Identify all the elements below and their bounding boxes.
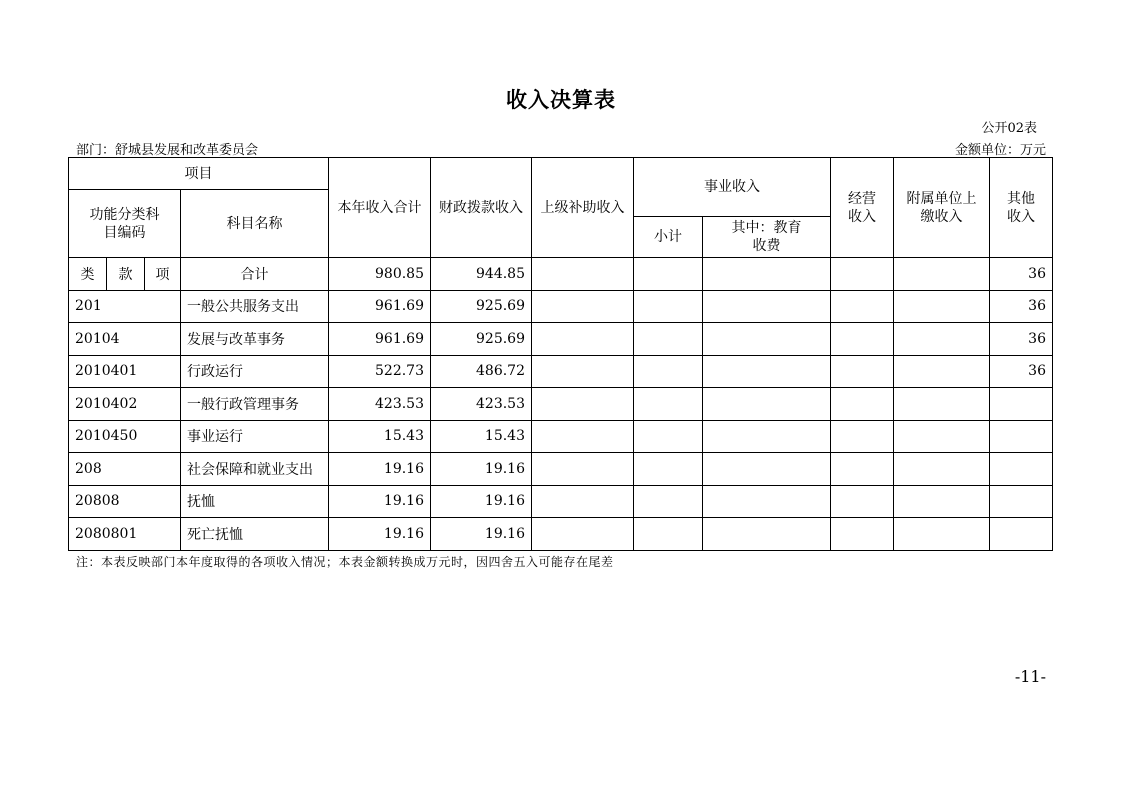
row-subject-name: 社会保障和就业支出 bbox=[181, 453, 329, 486]
row-other bbox=[990, 485, 1053, 518]
row-affiliated bbox=[894, 518, 990, 551]
header-operating-income: 经营收入 bbox=[831, 158, 894, 258]
row-operating bbox=[831, 420, 894, 453]
table-row bbox=[69, 453, 1053, 486]
row-total: 19.16 bbox=[329, 518, 431, 551]
income-table bbox=[68, 157, 1053, 551]
page-number: -11- bbox=[1014, 667, 1046, 686]
table-row-total bbox=[69, 258, 1053, 291]
row-operating bbox=[831, 518, 894, 551]
total-label: 合计 bbox=[181, 258, 329, 291]
row-subject-name: 抚恤 bbox=[181, 485, 329, 518]
row-fiscal: 925.69 bbox=[431, 323, 532, 356]
row-affiliated bbox=[894, 420, 990, 453]
row-upper bbox=[532, 485, 634, 518]
upper-amount bbox=[532, 258, 634, 291]
row-subtotal bbox=[634, 355, 703, 388]
row-edu-fee bbox=[703, 290, 831, 323]
row-upper bbox=[532, 518, 634, 551]
row-fiscal: 925.69 bbox=[431, 290, 532, 323]
row-operating bbox=[831, 388, 894, 421]
row-code: 2010450 bbox=[69, 420, 181, 453]
row-subtotal bbox=[634, 388, 703, 421]
header-edu-fee: 其中：教育收费 bbox=[703, 217, 831, 258]
table-row bbox=[69, 518, 1053, 551]
row-upper bbox=[532, 323, 634, 356]
row-fiscal: 19.16 bbox=[431, 518, 532, 551]
affiliated-amount bbox=[894, 258, 990, 291]
header-func-code: 功能分类科目编码 bbox=[69, 190, 181, 258]
row-edu-fee bbox=[703, 518, 831, 551]
row-code: 201 bbox=[69, 290, 181, 323]
header-business-income: 事业收入 bbox=[634, 158, 831, 217]
row-subtotal bbox=[634, 323, 703, 356]
row-total: 15.43 bbox=[329, 420, 431, 453]
row-other bbox=[990, 518, 1053, 551]
row-upper bbox=[532, 355, 634, 388]
table-row bbox=[69, 323, 1053, 356]
row-other bbox=[990, 388, 1053, 421]
row-code: 2080801 bbox=[69, 518, 181, 551]
row-other: 36 bbox=[990, 323, 1053, 356]
row-total: 423.53 bbox=[329, 388, 431, 421]
row-fiscal: 15.43 bbox=[431, 420, 532, 453]
row-subject-name: 发展与改革事务 bbox=[181, 323, 329, 356]
row-fiscal: 19.16 bbox=[431, 453, 532, 486]
row-operating bbox=[831, 355, 894, 388]
edu-fee-amount bbox=[703, 258, 831, 291]
row-other: 36 bbox=[990, 355, 1053, 388]
table-row bbox=[69, 388, 1053, 421]
row-affiliated bbox=[894, 485, 990, 518]
row-code: 2010401 bbox=[69, 355, 181, 388]
table-row bbox=[69, 485, 1053, 518]
row-subject-name: 事业运行 bbox=[181, 420, 329, 453]
amount-unit-label: 金额单位：万元 bbox=[954, 143, 1046, 158]
row-code: 20104 bbox=[69, 323, 181, 356]
subtotal-amount bbox=[634, 258, 703, 291]
row-edu-fee bbox=[703, 485, 831, 518]
total-amount: 980.85 bbox=[329, 258, 431, 291]
row-code: 208 bbox=[69, 453, 181, 486]
row-subtotal bbox=[634, 420, 703, 453]
row-operating bbox=[831, 453, 894, 486]
row-edu-fee bbox=[703, 388, 831, 421]
row-upper bbox=[532, 388, 634, 421]
row-other bbox=[990, 420, 1053, 453]
row-affiliated bbox=[894, 388, 990, 421]
header-kuan: 款 bbox=[107, 258, 145, 291]
row-subject-name: 死亡抚恤 bbox=[181, 518, 329, 551]
row-affiliated bbox=[894, 355, 990, 388]
row-subject-name: 一般行政管理事务 bbox=[181, 388, 329, 421]
row-upper bbox=[532, 290, 634, 323]
row-subject-name: 一般公共服务支出 bbox=[181, 290, 329, 323]
table-row bbox=[69, 290, 1053, 323]
row-subtotal bbox=[634, 518, 703, 551]
header-subject-name: 科目名称 bbox=[181, 190, 329, 258]
row-code: 2010402 bbox=[69, 388, 181, 421]
row-total: 961.69 bbox=[329, 290, 431, 323]
row-affiliated bbox=[894, 453, 990, 486]
other-amount: 36 bbox=[990, 258, 1053, 291]
header-other-income: 其他收入 bbox=[990, 158, 1053, 258]
row-affiliated bbox=[894, 323, 990, 356]
row-fiscal: 423.53 bbox=[431, 388, 532, 421]
row-upper bbox=[532, 420, 634, 453]
row-total: 522.73 bbox=[329, 355, 431, 388]
table-row bbox=[69, 420, 1053, 453]
row-edu-fee bbox=[703, 355, 831, 388]
row-subtotal bbox=[634, 453, 703, 486]
row-other: 36 bbox=[990, 290, 1053, 323]
header-xiang: 项 bbox=[145, 258, 181, 291]
header-subtotal: 小计 bbox=[634, 217, 703, 258]
header-total: 本年收入合计 bbox=[329, 158, 431, 258]
page-title: 收入决算表 bbox=[506, 88, 616, 112]
header-affiliated-income: 附属单位上缴收入 bbox=[894, 158, 990, 258]
row-subtotal bbox=[634, 485, 703, 518]
row-edu-fee bbox=[703, 420, 831, 453]
fiscal-amount: 944.85 bbox=[431, 258, 532, 291]
row-subject-name: 行政运行 bbox=[181, 355, 329, 388]
header-lei: 类 bbox=[69, 258, 107, 291]
row-operating bbox=[831, 485, 894, 518]
table-row bbox=[69, 355, 1053, 388]
row-edu-fee bbox=[703, 323, 831, 356]
row-total: 19.16 bbox=[329, 485, 431, 518]
header-item: 项目 bbox=[69, 158, 329, 190]
row-edu-fee bbox=[703, 453, 831, 486]
department-label: 部门：舒城县发展和改革委员会 bbox=[76, 143, 259, 158]
form-number: 公开02表 bbox=[981, 121, 1037, 136]
row-total: 19.16 bbox=[329, 453, 431, 486]
table-note: 注：本表反映部门本年度取得的各项收入情况；本表金额转换成万元时，因四舍五入可能存在尾差 bbox=[76, 555, 614, 569]
row-total: 961.69 bbox=[329, 323, 431, 356]
row-other bbox=[990, 453, 1053, 486]
row-affiliated bbox=[894, 290, 990, 323]
header-fiscal: 财政拨款收入 bbox=[431, 158, 532, 258]
row-subtotal bbox=[634, 290, 703, 323]
row-code: 20808 bbox=[69, 485, 181, 518]
row-operating bbox=[831, 323, 894, 356]
operating-amount bbox=[831, 258, 894, 291]
row-upper bbox=[532, 453, 634, 486]
row-operating bbox=[831, 290, 894, 323]
header-upper-subsidy: 上级补助收入 bbox=[532, 158, 634, 258]
row-fiscal: 19.16 bbox=[431, 485, 532, 518]
row-fiscal: 486.72 bbox=[431, 355, 532, 388]
